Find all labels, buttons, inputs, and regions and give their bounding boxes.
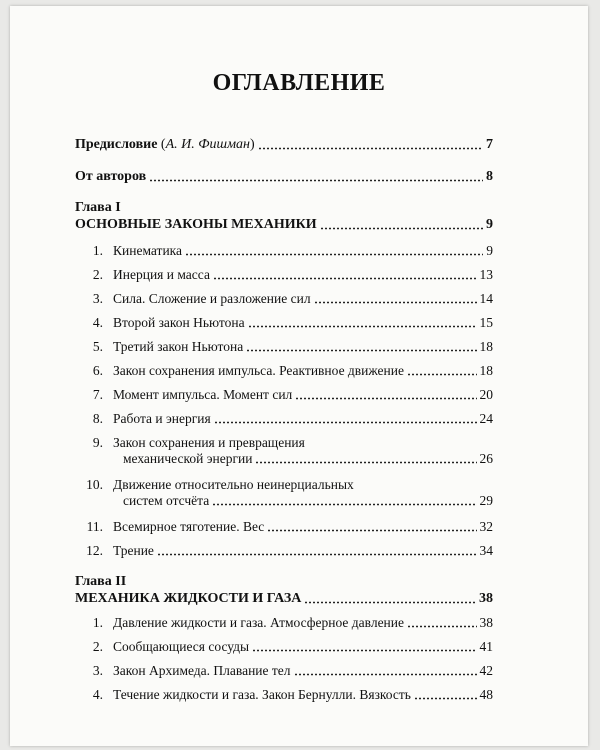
chapter-1-page: 9 xyxy=(486,217,493,232)
item-number: 3. xyxy=(92,291,103,306)
item-title: Момент импульса. Момент сил xyxy=(113,387,293,402)
preface-label: Предисловие xyxy=(75,137,158,152)
toc-item[interactable] xyxy=(75,411,493,427)
toc-item[interactable] xyxy=(75,387,493,403)
leader-dots xyxy=(414,697,477,700)
leader-dots xyxy=(185,253,483,256)
item-number: 4. xyxy=(92,315,103,330)
item-number: 5. xyxy=(92,339,103,354)
toc-item[interactable] xyxy=(75,267,493,283)
toc-item[interactable] xyxy=(75,291,493,307)
leader-dots xyxy=(314,301,477,304)
leader-dots xyxy=(157,553,477,556)
leader-dots xyxy=(255,461,476,464)
toc-item[interactable] xyxy=(75,519,493,535)
leader-dots xyxy=(407,625,476,628)
chapter-2-page: 38 xyxy=(479,591,493,606)
toc-item[interactable] xyxy=(75,687,493,703)
leader-dots xyxy=(267,529,476,532)
leader-dots xyxy=(149,179,483,182)
toc-item[interactable] xyxy=(75,363,493,379)
leader-dots xyxy=(248,325,477,328)
item-page: 9 xyxy=(486,243,493,258)
item-page: 41 xyxy=(479,639,493,654)
toc-item[interactable] xyxy=(75,339,493,355)
item-page: 26 xyxy=(479,451,493,466)
toc-item-first-line[interactable] xyxy=(75,435,493,451)
item-number: 2. xyxy=(92,267,103,282)
leader-dots xyxy=(252,649,476,652)
leader-dots xyxy=(212,503,476,506)
leader-dots xyxy=(295,397,476,400)
page-title: ОГЛАВЛЕНИЕ xyxy=(212,70,386,96)
item-title: Течение жидкости и газа. Закон Бернулли. Вязкость xyxy=(113,687,411,702)
item-title: Трение xyxy=(113,543,154,558)
toc-item[interactable] xyxy=(75,315,493,331)
item-number: 10. xyxy=(86,477,103,492)
item-title: Закон сохранения импульса. Реактивное движение xyxy=(113,363,404,378)
toc-item[interactable] xyxy=(75,615,493,631)
item-number: 6. xyxy=(92,363,103,378)
item-number: 3. xyxy=(92,663,103,678)
item-page: 32 xyxy=(479,519,493,534)
item-title: Сообщающиеся сосуды xyxy=(113,639,250,654)
item-number: 2. xyxy=(92,639,103,654)
item-page: 24 xyxy=(479,411,493,426)
item-title: Закон Архимеда. Плавание тел xyxy=(113,663,291,678)
item-page: 48 xyxy=(479,687,493,702)
item-number: 8. xyxy=(92,411,103,426)
item-title: Движение относительно неинерциальных xyxy=(113,477,354,492)
item-page: 18 xyxy=(479,363,493,378)
item-page: 15 xyxy=(479,315,493,330)
toc-item[interactable] xyxy=(75,243,493,259)
item-page: 20 xyxy=(479,387,493,402)
item-number: 7. xyxy=(92,387,103,402)
preface-paren-close: ) xyxy=(249,137,255,152)
toc-entry-from-authors[interactable] xyxy=(75,169,493,185)
item-title-continued: механической энергии xyxy=(123,451,253,466)
toc-entry-chapter-1[interactable] xyxy=(75,217,493,233)
toc-item-first-line[interactable] xyxy=(75,477,493,493)
leader-dots xyxy=(258,147,483,150)
item-title: Сила. Сложение и разложение сил xyxy=(113,291,311,306)
item-number: 11. xyxy=(86,519,103,534)
item-number: 1. xyxy=(92,243,103,258)
chapter-2-title: МЕХАНИКА ЖИДКОСТИ И ГАЗА xyxy=(75,591,302,606)
item-title: Работа и энергия xyxy=(113,411,211,426)
preface-paren-open: ( xyxy=(157,137,166,152)
from-authors-label: От авторов xyxy=(75,169,147,184)
item-title: Кинематика xyxy=(113,243,183,258)
item-page: 38 xyxy=(479,615,493,630)
leader-dots xyxy=(304,601,476,604)
chapter-1-number: Глава I xyxy=(75,200,121,215)
leader-dots xyxy=(213,277,477,280)
item-number: 1. xyxy=(92,615,103,630)
item-page: 18 xyxy=(479,339,493,354)
item-title-continued: систем отсчёта xyxy=(123,493,210,508)
toc-item[interactable] xyxy=(75,663,493,679)
toc-entry-preface[interactable] xyxy=(75,137,493,153)
item-page: 34 xyxy=(479,543,493,558)
item-title: Третий закон Ньютона xyxy=(113,339,244,354)
leader-dots xyxy=(294,673,477,676)
toc-item[interactable] xyxy=(75,639,493,655)
item-number: 4. xyxy=(92,687,103,702)
item-page: 42 xyxy=(479,663,493,678)
leader-dots xyxy=(246,349,476,352)
item-page: 29 xyxy=(479,493,493,508)
item-page: 13 xyxy=(479,267,493,282)
item-title: Второй закон Ньютона xyxy=(113,315,245,330)
toc-item-second-line[interactable] xyxy=(123,493,493,509)
item-title: Закон сохранения и превращения xyxy=(113,435,305,450)
item-title: Инерция и масса xyxy=(113,267,210,282)
item-title: Всемирное тяготение. Вес xyxy=(113,519,265,534)
item-number: 12. xyxy=(86,543,103,558)
preface-page: 7 xyxy=(486,137,493,152)
toc-item-second-line[interactable] xyxy=(123,451,493,467)
chapter-2-number: Глава II xyxy=(75,574,127,589)
preface-author: А. И. Фишман xyxy=(165,137,250,152)
book-page xyxy=(10,6,588,746)
toc-entry-chapter-2[interactable] xyxy=(75,591,493,607)
item-title: Давление жидкости и газа. Атмосферное давление xyxy=(113,615,405,630)
toc-item[interactable] xyxy=(75,543,493,559)
item-number: 9. xyxy=(92,435,103,450)
chapter-1-title: ОСНОВНЫЕ ЗАКОНЫ МЕХАНИКИ xyxy=(75,217,317,232)
leader-dots xyxy=(214,421,477,424)
leader-dots xyxy=(407,373,477,376)
from-authors-page: 8 xyxy=(486,169,493,184)
item-page: 14 xyxy=(479,291,493,306)
leader-dots xyxy=(320,227,483,230)
